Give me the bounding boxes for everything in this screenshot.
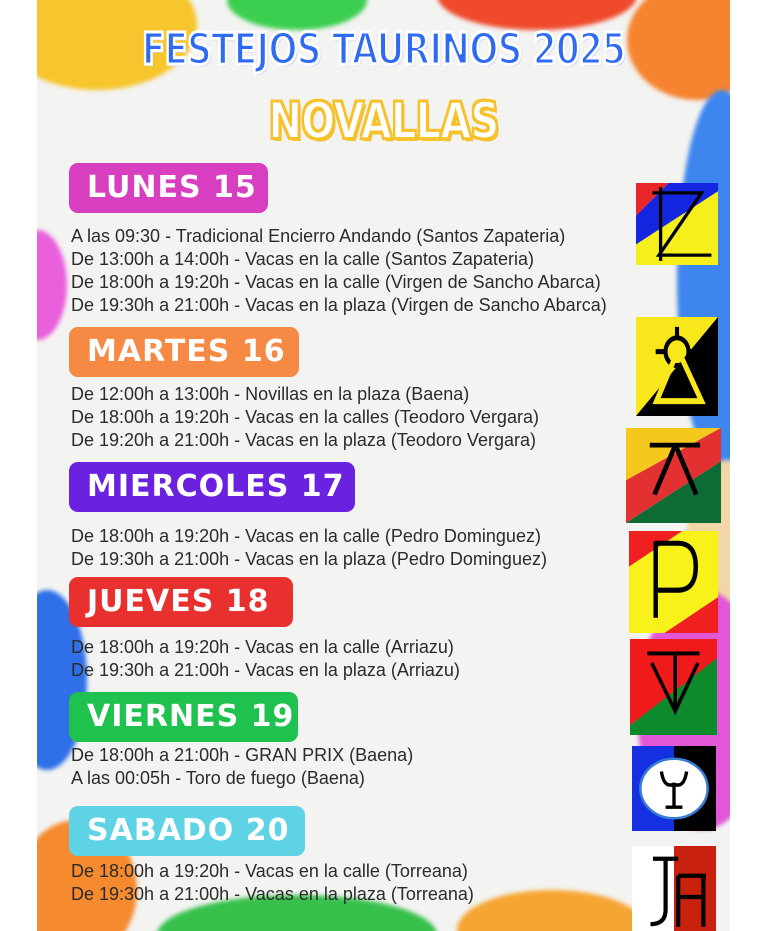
day-header: SABADO 20: [69, 806, 305, 856]
event-line: De 18:00h a 19:20h - Vacas en la calle (Pedro Dominguez): [71, 526, 541, 546]
event-line: A las 00:05h - Toro de fuego (Baena): [71, 768, 365, 788]
event-line: De 18:00h a 19:20h - Vacas en la calle (Virgen de Sancho Abarca): [71, 272, 601, 292]
event-line: De 12:00h a 13:00h - Novillas en la plaza (Baena): [71, 384, 470, 404]
event-line: A las 09:30 - Tradicional Encierro Andando (Santos Zapateria): [71, 226, 566, 246]
event-line: De 18:00h a 19:20h - Vacas en la calles (Teodoro Vergara): [71, 407, 539, 427]
poster: [37, 0, 730, 931]
day-header: VIERNES 19: [69, 692, 298, 742]
poster-subtitle: NOVALLAS: [268, 92, 499, 150]
event-line: De 19:20h a 21:00h - Vacas en la plaza (Teodoro Vergara): [71, 430, 536, 450]
day-header: JUEVES 18: [69, 577, 293, 627]
paint-blob: [457, 890, 647, 931]
day-header: MARTES 16: [69, 327, 299, 377]
pedro-dominguez-emblem-icon: [629, 531, 718, 633]
event-line: De 19:30h a 21:00h - Vacas en la plaza (Virgen de Sancho Abarca): [71, 295, 607, 315]
virgen-sancho-abarca-emblem-icon: [636, 317, 718, 416]
poster-title: FESTEJOS TAURINOS 2025: [141, 24, 626, 75]
day-header: LUNES 15: [69, 163, 268, 213]
santos-zapateria-emblem-icon: [636, 183, 718, 265]
day-header: MIERCOLES 17: [69, 462, 355, 512]
paint-blob: [37, 230, 67, 340]
event-line: De 19:30h a 21:00h - Vacas en la plaza (Pedro Dominguez): [71, 549, 547, 569]
event-line: De 13:00h a 14:00h - Vacas en la calle (Santos Zapateria): [71, 249, 534, 269]
baena-emblem-icon: [632, 746, 716, 831]
event-line: De 18:00h a 21:00h - GRAN PRIX (Baena): [71, 745, 414, 765]
event-line: De 18:00h a 19:20h - Vacas en la calle (Torreana): [71, 861, 468, 881]
event-line: De 19:30h a 21:00h - Vacas en la plaza (Arriazu): [71, 660, 460, 680]
arriazu-emblem-icon: [630, 639, 717, 735]
event-line: De 18:00h a 19:20h - Vacas en la calle (Arriazu): [71, 637, 454, 657]
torreana-emblem-icon: [632, 846, 716, 931]
event-line: De 19:30h a 21:00h - Vacas en la plaza (Torreana): [71, 884, 474, 904]
teodoro-vergara-emblem-icon: [626, 428, 721, 523]
